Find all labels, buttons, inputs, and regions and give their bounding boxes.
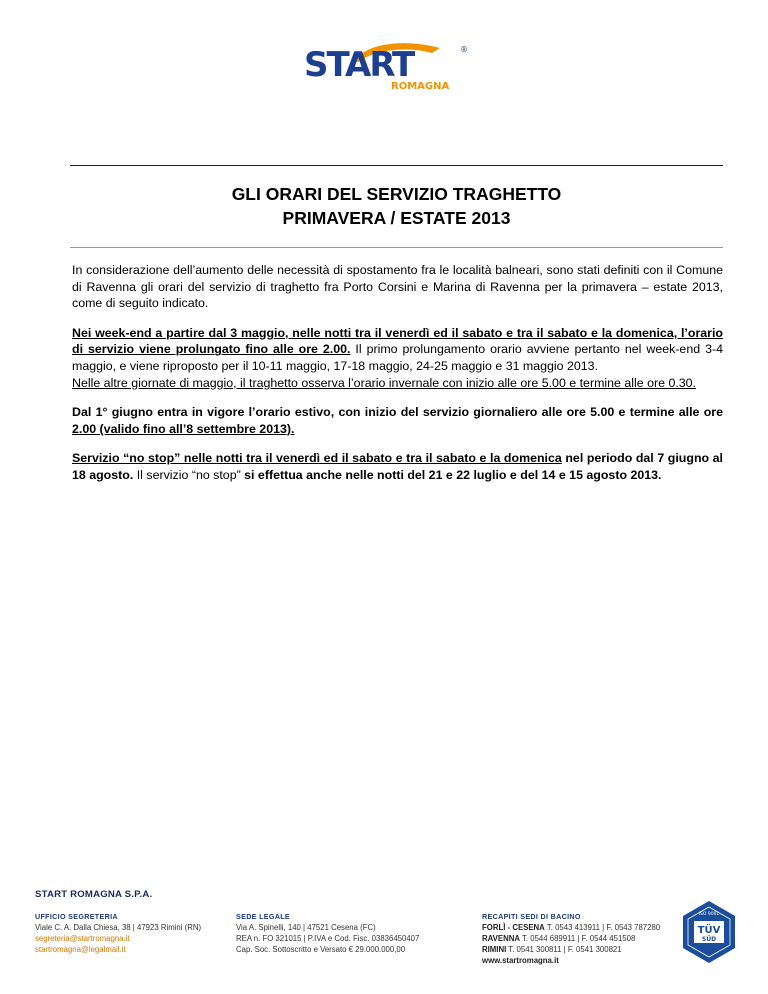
- logo-main-text: START: [304, 45, 414, 85]
- summer-end-time: 2.00 (valido fino all’8 settembre 2013).: [72, 421, 295, 436]
- paragraph-intro: [72, 262, 723, 312]
- footer-secretariat: [35, 911, 201, 955]
- footer-legal-office: [236, 911, 419, 955]
- contact-numbers: T. 0543 413911 | F. 0543 787280: [544, 923, 661, 932]
- title-divider: [70, 247, 723, 248]
- top-divider: [70, 165, 723, 166]
- logo-sub-text: ROMAGNA: [391, 81, 450, 92]
- legal-office-capital: Cap. Soc. Sottoscritto e Versato € 29.000.000,00: [236, 945, 406, 954]
- no-stop-extra-dates: si effettua anche nelle notti del 21 e 22 luglio e del 14 e 15 agosto 2013.: [240, 467, 662, 482]
- may-schedule-note: Nelle altre giornate di maggio, il traghetto osserva l’orario invernale con inizio alle ore 5.00 e termine alle ore 0.30.: [72, 375, 697, 390]
- title-line-1: GLI ORARI DEL SERVIZIO TRAGHETTO: [231, 184, 562, 204]
- tuv-mark: TÜV: [697, 925, 721, 936]
- paragraph-weekend: [72, 325, 723, 391]
- summer-schedule: Dal 1° giugno entra in vigore l’orario estivo, con inizio del servizio giornaliero alle ore 5.00 e termine alle ore: [72, 405, 723, 420]
- no-stop-period: nel periodo dal 7 giugno al 18 agosto.: [72, 451, 723, 482]
- intro-text: In considerazione dell’aumento delle necessità di spostamento fra le località balneari, sono stati definiti con il Comune di Ravenna gli orari del servizio di traghetto fra Porto Corsini e Marina di Ravenna per la primavera – estate 2013, come di seguito indicato.: [72, 263, 723, 311]
- contacts-heading: RECAPITI SEDI DI BACINO: [482, 912, 581, 921]
- no-stop-highlight: Servizio “no stop” nelle notti tra il venerdì ed il sabato e tra il sabato e la domenica: [72, 451, 562, 466]
- footer-contacts: [482, 911, 660, 966]
- contact-city: FORLÌ - CESENA: [482, 923, 545, 932]
- secretariat-address: Viale C. A. Dalla Chiesa, 38 | 47923 Rimini (RN): [35, 923, 202, 932]
- contact-city: RIMINI: [482, 945, 507, 954]
- tuv-ring-text: ISO 9001: [698, 912, 720, 917]
- secretariat-email[interactable]: segreteria@startromagna.it: [35, 934, 130, 943]
- secretariat-heading: UFFICIO SEGRETERIA: [35, 912, 118, 921]
- paragraph-no-stop: [72, 450, 723, 483]
- tuv-certification-icon: [680, 899, 738, 965]
- paragraph-summer: [72, 404, 723, 437]
- page-footer: [35, 889, 735, 979]
- start-romagna-logo: [300, 38, 468, 92]
- contact-forli-cesena: [482, 922, 660, 933]
- contact-numbers: T. 0544 689911 | F. 0544 451508: [519, 934, 636, 943]
- contact-city: RAVENNA: [482, 934, 520, 943]
- secretariat-pec-email[interactable]: startromagna@legalmail.it: [35, 945, 126, 954]
- no-stop-label: Il servizio “no stop”: [133, 467, 241, 482]
- legal-office-registry: REA n. FO 321015 | P.IVA e Cod. Fisc. 03836450407: [236, 934, 420, 943]
- title-line-2: PRIMAVERA / ESTATE 2013: [282, 208, 511, 228]
- contact-ravenna: [482, 933, 660, 944]
- weekend-details: Il primo prolungamento orario avviene pertanto nel week-end 3-4 maggio, e viene riproposto per il 10-11 maggio, 17-18 maggio, 24-25 maggio e 31 maggio 2013.: [72, 342, 723, 373]
- contact-rimini: [482, 944, 660, 955]
- weekend-highlight: Nei week-end a partire dal 3 maggio, nelle notti tra il venerdì ed il sabato e tra il sabato e la domenica, l’orario di servizio viene prolungato fino alle ore 2.00.: [72, 325, 723, 357]
- document-title: [70, 182, 723, 230]
- legal-office-address: Via A. Spinelli, 140 | 47521 Cesena (FC): [236, 923, 376, 932]
- legal-office-heading: SEDE LEGALE: [236, 912, 291, 921]
- footer-company-name: START ROMAGNA S.P.A.: [35, 889, 153, 900]
- document-body: [72, 262, 723, 497]
- website-link[interactable]: www.startromagna.it: [482, 956, 559, 965]
- tuv-sub: SÜD: [701, 936, 717, 943]
- logo-registered: ®: [460, 45, 468, 54]
- contact-numbers: T. 0541 300811 | F. 0541 300821: [506, 945, 622, 954]
